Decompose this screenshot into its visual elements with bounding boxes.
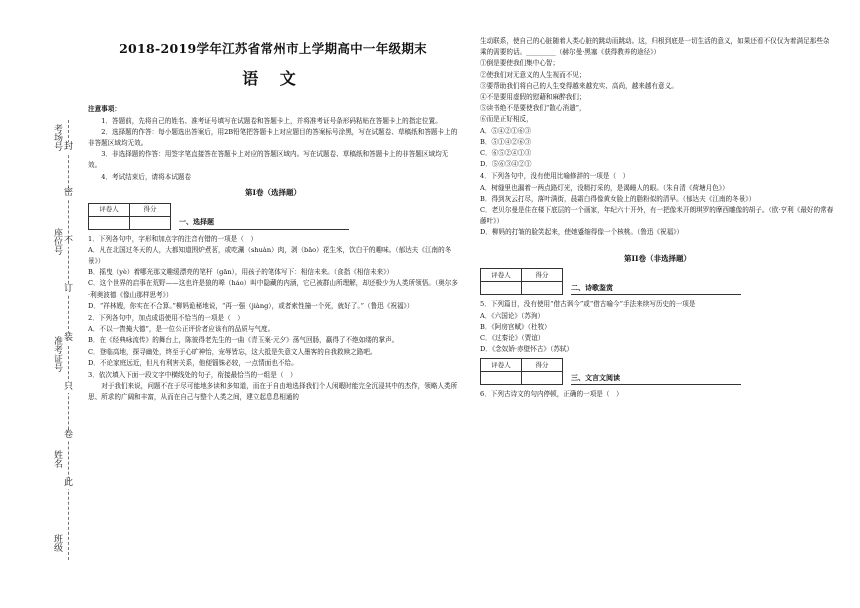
- note-item: 4．考试结束后，请将本试题卷: [101, 172, 192, 181]
- score-cell: [522, 282, 563, 295]
- sentence-item: ②使我们对无意义的人生视而不见；: [480, 70, 586, 79]
- question-stem: 6．下列古诗文的句内停顿，正确的一项是（ ）: [480, 390, 623, 399]
- question-option: A．不以一眚掩大德”，是一位公正评价者应该有的品质与气度。: [88, 325, 275, 334]
- right-column: [480, 36, 835, 401]
- question-option: B．在《经典咏流传》的舞台上，陈彼得老先生的一曲《青玉案·元夕》荡气回肠，赢得了不绝如缕的掌声。: [88, 336, 399, 345]
- seal-word: 只: [64, 382, 74, 392]
- part2-title: 第II卷（非选择题）: [623, 253, 692, 263]
- subject-title: 语 文: [242, 69, 304, 89]
- class-label: 班级: [52, 534, 62, 552]
- reviewer-header: 评卷人: [481, 269, 522, 282]
- question-option: B．⑤①④②⑥③: [480, 137, 532, 146]
- seal-word: 装: [64, 333, 74, 343]
- score-block: [480, 358, 835, 385]
- score-table: [480, 358, 563, 385]
- question-option: D．不论家庭远近，但凡有利害关系，他便锱铢必较，一点情面也不给。: [88, 358, 298, 367]
- admission-number-label: 准考证号: [52, 336, 62, 372]
- sentence-item: ⑥而是正好相反，: [480, 115, 533, 124]
- question-option: D．《念奴娇·赤壁怀古》（苏轼）: [480, 345, 574, 354]
- notes-heading: 注意事项：: [88, 105, 121, 114]
- question-passage: 生动联系，使自己的心脏随着人类心脏的跳动而跳动。这，归根到底是一切生活的意义，如果还看不仅仅为着满足那些杂乘的需要的话。_________（赫尔曼·黑塞《获得教养的途径》）: [480, 37, 830, 57]
- reviewer-cell: [89, 216, 130, 229]
- question-passage: 对于我们来说，问题不在于尽可能地多读和多知道，而在于自由地选择我们个人闲暇时能完全沉浸其中的杰作，领略人类所思、所求的广阔和丰富，从而在自己与整个人类之间，建立起息息相通的: [88, 382, 458, 402]
- left-column: [88, 0, 458, 404]
- exam-room-label: 考场号: [52, 124, 62, 151]
- note-item: 3．非选择题的作答：用签字笔直接答在答题卡上对应的答题区域内。写在试题卷、草稿纸和答题卡上的非答题区域均无效。: [88, 150, 449, 170]
- question-option: B．得到灰云打尽，落叶满街，晨霜白得像黄女脸上的脂粉似的清早。（郁达夫《江南的冬景》）: [480, 194, 756, 203]
- question-stem: 3．依次填入下面一段文字中横线处的句子，衔接最恰当的一组是（ ）: [88, 371, 297, 380]
- question-option: B．摇曳（yè）着哪光那文趣缓漂亮的笔杆（gān），用孩子的笔体写下：相信未来。（食指《相信未来》）: [88, 268, 394, 277]
- seal-word: 此: [64, 478, 74, 488]
- reviewer-cell: [481, 372, 522, 385]
- note-item: 2．选择题的作答：每小题选出答案后，用2B铅笔把答题卡上对应题目的答案标号涂黑，写在试题卷、草稿纸和答题卡上的非答题区域均无效。: [88, 127, 458, 148]
- question-stem: 2．下列各句中，加点成语使用不恰当的一项是（ ）: [88, 314, 244, 323]
- note-item: 1．答题前，先将自己的姓名、准考证号填写在试题卷和答题卡上，并将准考证号条形码粘贴在答题卡上的指定位置。: [101, 116, 442, 125]
- question-option: A．⑤④②①⑥③: [480, 126, 531, 135]
- question-option: B．《阿房宫赋》（杜牧）: [480, 322, 551, 331]
- sentence-item: ③要帮助我们将自己的人生变得越来越充实、高尚，越来越有意义。: [480, 81, 678, 90]
- question-stem: 4．下列各句中，没有使用比喻修辞的一项是（ ）: [480, 172, 630, 181]
- score-header: 得分: [522, 359, 563, 372]
- question-option: C．《过秦论》（贾谊）: [480, 334, 545, 343]
- question-option: D．“祥林嫂，你实在不合算。”柳妈诡秘地说，“再一强（jiàng），或者索性撞一个死，就好了。”（鲁迅《祝福》）: [88, 301, 414, 310]
- question-option: C．这个世界的启事在荒野——这也许是狼的嗥（háo）叫中隐藏的内涵，它已被群山所理解，却还极少为人类所领悟。（奥尔多·利奥波德《像山那样思考》）: [88, 279, 458, 299]
- section-title: 二、诗歌鉴赏: [571, 282, 741, 296]
- sentence-item: ④不是要用虚假的慰藉和麻醉我们；: [480, 93, 586, 102]
- score-block: [480, 268, 835, 295]
- section-title: 一、选择题: [179, 216, 349, 230]
- seal-word: 不: [64, 236, 74, 246]
- question-option: C．老贝尔曼是住在楼下底层的一个画家，年纪六十开外，有一把像米开朗琪罗的摩西雕像的胡子。（欧·亨利《最好的常春藤叶》）: [480, 206, 834, 226]
- reviewer-cell: [481, 282, 522, 295]
- binding-margin: [0, 0, 88, 608]
- score-table: [480, 268, 563, 295]
- question-stem: 5．下列篇目，没有使用“借古讽今”或“借古喻今”手法来续写历史的一项是: [480, 300, 696, 309]
- score-header: 得分: [130, 203, 171, 216]
- question-option: C．登临高地，探寻幽处，终至于心旷神怡，宠辱皆忘，这大抵是失意文人墨客的自我救赎之路吧。: [88, 347, 377, 356]
- seat-number-label: 座位号: [52, 228, 62, 255]
- question-option: A．《六国论》（苏洵）: [480, 311, 545, 320]
- score-cell: [130, 216, 171, 229]
- section-title: 三、文言文阅读: [571, 372, 741, 386]
- part1-title: 第I卷（选择题）: [244, 187, 301, 197]
- score-table: [88, 203, 171, 230]
- score-block: [88, 203, 458, 230]
- score-header: 得分: [522, 269, 563, 282]
- question-option: D．⑤⑥③④②①: [480, 160, 532, 169]
- sentence-item: ①倒是要使我们集中心智；: [480, 59, 560, 68]
- name-label: 姓名: [52, 450, 62, 468]
- question-option: A．树缝里也漏着一两点路灯光，没精打采的，是渴睡人的眼。（朱自清《荷塘月色》）: [480, 183, 729, 192]
- seal-word: 订: [64, 284, 74, 294]
- seal-word: 封: [64, 142, 74, 152]
- sentence-item: ⑤读书绝不是要使我们“散心消遣”，: [480, 104, 586, 113]
- question-option: C．⑥⑤②④①③: [480, 149, 532, 158]
- seal-word: 密: [64, 188, 74, 198]
- exam-title: 2018-2019学年江苏省常州市上学期高中一年级期末: [119, 41, 427, 56]
- question-option: A．凡在北国过冬天的人，大都知道围炉煮茗，或吃涮（shuàn）肉，剥（bāo）花生米，饮白干的趣味。（郁达夫《江南的冬景》）: [88, 245, 452, 266]
- score-cell: [522, 372, 563, 385]
- question-option: D．柳妈的打皱的脸笑起来，使她蹙缩得像一个核桃。（鲁迅《祝福》）: [480, 228, 684, 237]
- reviewer-header: 评卷人: [481, 359, 522, 372]
- reviewer-header: 评卷人: [89, 203, 130, 216]
- question-stem: 1．下列各句中，字形和加点字的注音有错的一项是（ ）: [88, 234, 258, 243]
- seal-word: 卷: [64, 430, 74, 440]
